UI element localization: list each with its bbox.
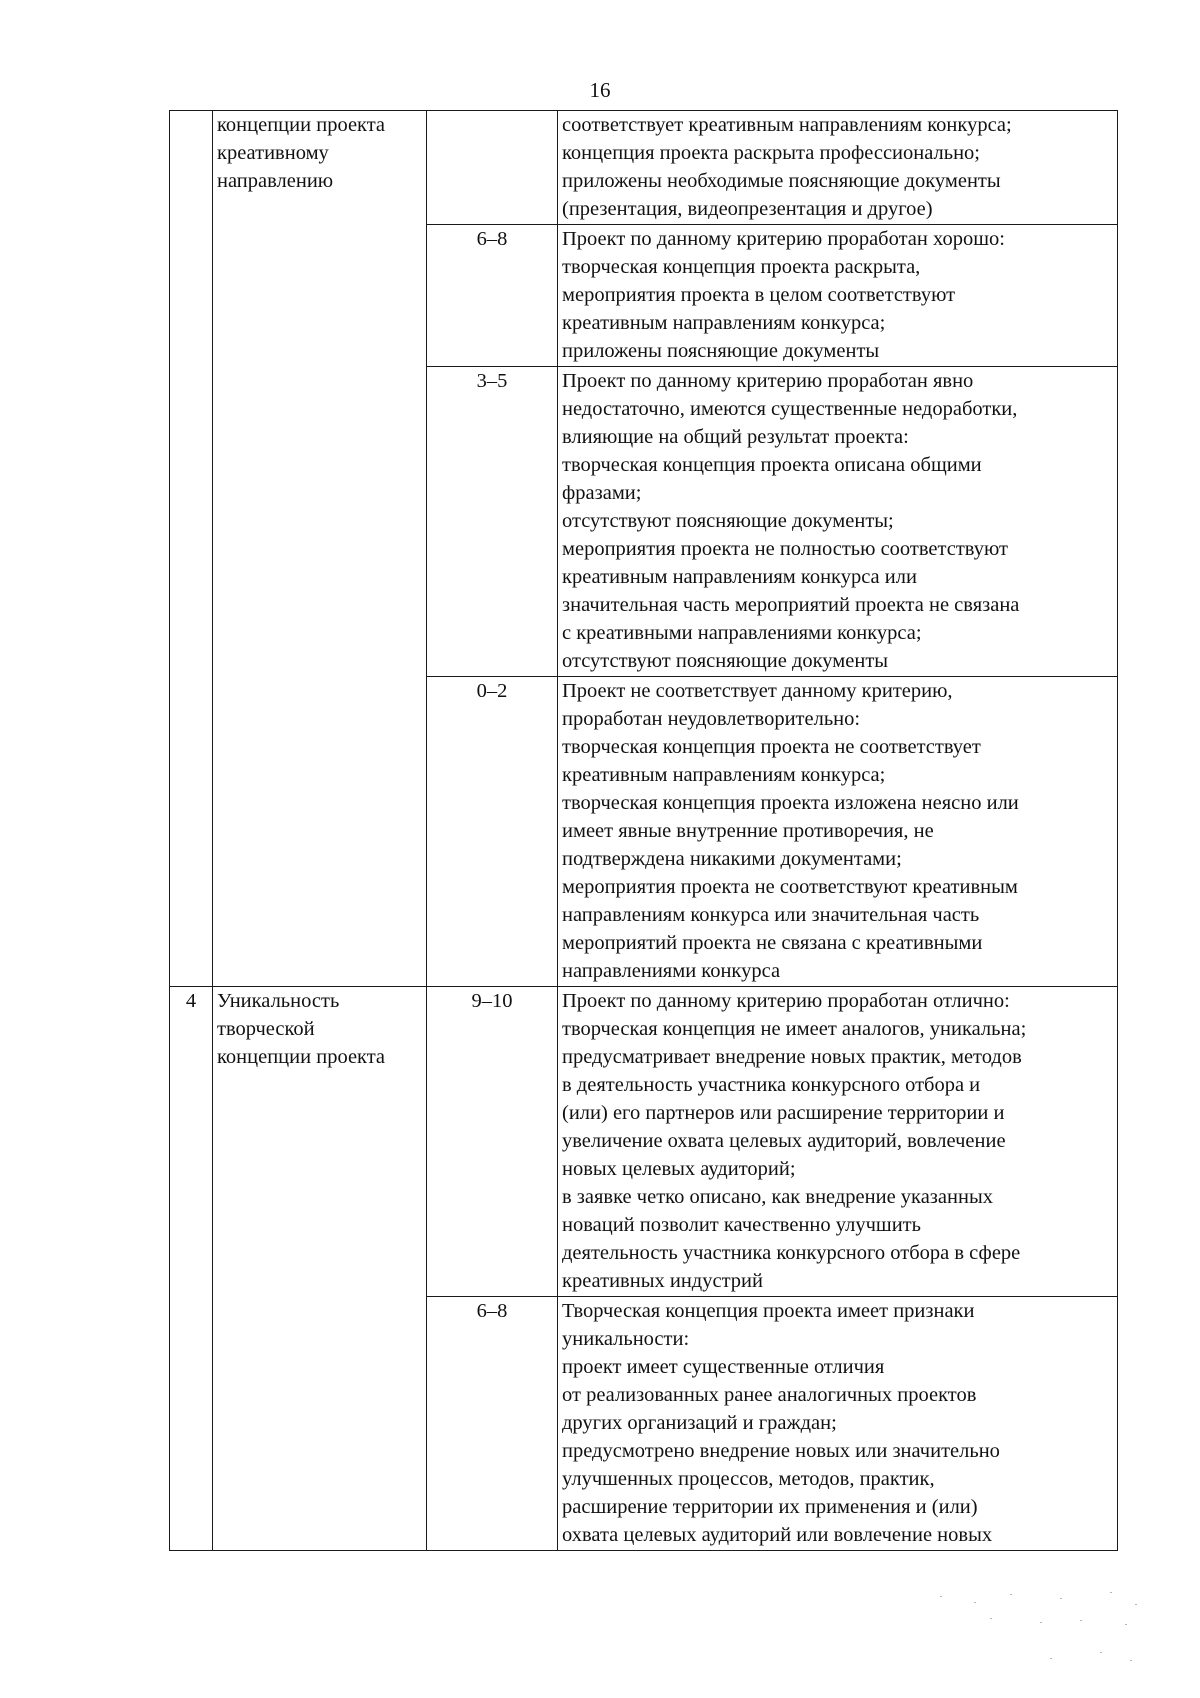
description-line: отсутствуют поясняющие документы;: [562, 510, 894, 532]
criterion-name-line: творческой: [217, 1018, 315, 1040]
description-line: приложены необходимые поясняющие документы: [562, 170, 1001, 192]
description-line: проработан неудовлетворительно:: [562, 708, 861, 730]
description-line: улучшенных процессов, методов, практик,: [562, 1468, 935, 1490]
description-line: отсутствуют поясняющие документы: [562, 650, 889, 672]
description-cell: [558, 677, 1118, 987]
description-line: творческая концепция проекта не соответствует: [562, 736, 981, 758]
criterion-name-line: креативному: [217, 142, 329, 164]
criterion-number-cell: 4: [170, 987, 213, 1551]
score-cell: 6–8: [427, 1297, 558, 1551]
description-line: творческая концепция проекта раскрыта,: [562, 256, 921, 278]
description-line: деятельность участника конкурсного отбора в сфере: [562, 1242, 1021, 1264]
score-cell: 0–2: [427, 677, 558, 987]
description-line: направлениям конкурса или значительная часть: [562, 904, 980, 926]
score-cell: 9–10: [427, 987, 558, 1297]
description-line: в заявке четко описано, как внедрение указанных: [562, 1186, 993, 1208]
description-line: Проект по данному критерию проработан хорошо:: [562, 228, 1005, 250]
score-cell: [427, 111, 558, 225]
description-line: (или) его партнеров или расширение территории и: [562, 1102, 1005, 1124]
description-line: проект имеет существенные отличия: [562, 1356, 885, 1378]
description-line: мероприятий проекта не связана с креативными: [562, 932, 983, 954]
description-line: расширение территории их применения и (или): [562, 1496, 978, 1518]
description-line: увеличение охвата целевых аудиторий, вовлечение: [562, 1130, 1006, 1152]
description-line: влияющие на общий результат проекта:: [562, 426, 909, 448]
description-line: направлениями конкурса: [562, 960, 781, 982]
description-line: мероприятия проекта не соответствуют креативным: [562, 876, 1018, 898]
description-line: концепция проекта раскрыта профессионально;: [562, 142, 981, 164]
description-line: предусматривает внедрение новых практик, методов: [562, 1046, 1022, 1068]
description-line: Проект не соответствует данному критерию,: [562, 680, 953, 702]
description-line: мероприятия проекта не полностью соответствуют: [562, 538, 1009, 560]
description-cell: [558, 367, 1118, 677]
description-cell: [558, 225, 1118, 367]
description-line: значительная часть мероприятий проекта не связана: [562, 594, 1020, 616]
score-cell: 6–8: [427, 225, 558, 367]
criterion-number-cell: [170, 111, 213, 987]
description-line: креативным направлениям конкурса;: [562, 312, 886, 334]
description-line: уникальности:: [562, 1328, 690, 1350]
page-number: 16: [589, 78, 611, 102]
description-line: подтверждена никакими документами;: [562, 848, 902, 870]
description-line: новых целевых аудиторий;: [562, 1158, 796, 1180]
description-line: охвата целевых аудиторий или вовлечение новых: [562, 1524, 993, 1546]
description-line: с креативными направлениями конкурса;: [562, 622, 922, 644]
description-line: недостаточно, имеются существенные недоработки,: [562, 398, 1018, 420]
scan-noise: [930, 1592, 1150, 1672]
description-cell: [558, 1297, 1118, 1551]
description-line: творческая концепция не имеет аналогов, уникальна;: [562, 1018, 1027, 1040]
description-cell: [558, 111, 1118, 225]
description-line: (презентация, видеопрезентация и другое): [562, 198, 933, 220]
table-row: [170, 987, 1118, 1297]
description-line: приложены поясняющие документы: [562, 340, 880, 362]
description-line: Проект по данному критерию проработан отлично:: [562, 990, 1010, 1012]
description-cell: [558, 987, 1118, 1297]
criterion-name-line: концепции проекта: [217, 1046, 386, 1068]
description-line: фразами;: [562, 482, 642, 504]
description-line: Творческая концепция проекта имеет признаки: [562, 1300, 975, 1322]
description-line: креативным направлениям конкурса или: [562, 566, 917, 588]
description-line: творческая концепция проекта изложена неясно или: [562, 792, 1019, 814]
description-line: креативным направлениям конкурса;: [562, 764, 886, 786]
description-line: Проект по данному критерию проработан явно: [562, 370, 974, 392]
description-line: соответствует креативным направлениям конкурса;: [562, 114, 1012, 136]
criteria-table: [169, 110, 1118, 1551]
description-line: креативных индустрий: [562, 1270, 763, 1292]
criterion-name-cell: [213, 987, 427, 1551]
description-line: других организаций и граждан;: [562, 1412, 837, 1434]
criterion-name-cell: [213, 111, 427, 987]
criterion-name-line: Уникальность: [217, 990, 340, 1012]
description-line: творческая концепция проекта описана общими: [562, 454, 982, 476]
description-line: предусмотрено внедрение новых или значительно: [562, 1440, 1000, 1462]
score-cell: 3–5: [427, 367, 558, 677]
table-row: [170, 111, 1118, 225]
description-line: новаций позволит качественно улучшить: [562, 1214, 921, 1236]
description-line: мероприятия проекта в целом соответствуют: [562, 284, 956, 306]
criterion-name-line: направлению: [217, 170, 334, 192]
description-line: от реализованных ранее аналогичных проектов: [562, 1384, 977, 1406]
description-line: имеет явные внутренние противоречия, не: [562, 820, 934, 842]
description-line: в деятельность участника конкурсного отбора и: [562, 1074, 981, 1096]
criterion-name-line: концепции проекта: [217, 114, 386, 136]
